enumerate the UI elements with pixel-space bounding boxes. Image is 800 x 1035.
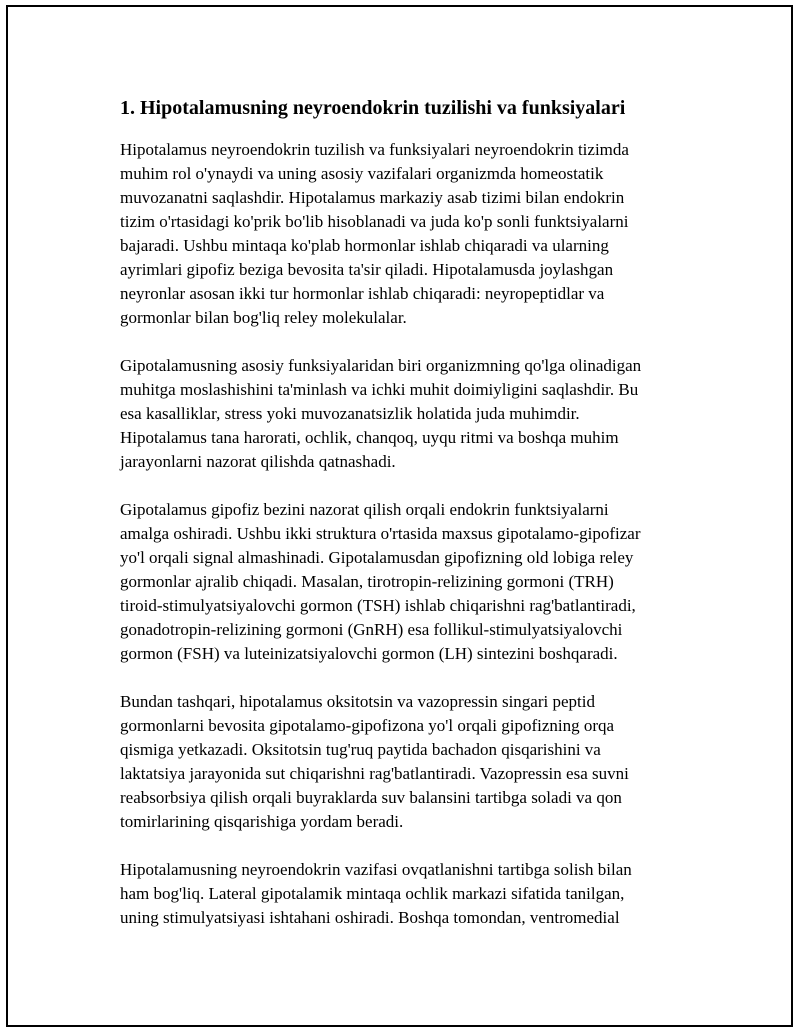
paragraph-line: Hipotalamus tana harorati, ochlik, chanqoq, uyqu ritmi va boshqa muhim	[120, 428, 619, 447]
paragraph-5	[120, 858, 695, 930]
paragraph-1	[120, 138, 695, 330]
section-heading: 1. Hipotalamusning neyroendokrin tuzilishi va funksiyalari	[120, 97, 626, 119]
paragraph-line: gormonlar ajralib chiqadi. Masalan, tirotropin-relizining gormoni (TRH)	[120, 572, 614, 591]
paragraph-line: gormon (FSH) va luteinizatsiyalovchi gormon (LH) sintezini boshqaradi.	[120, 644, 618, 663]
paragraph-line: Gipotalamus gipofiz bezini nazorat qilish orqali endokrin funktsiyalarni	[120, 500, 609, 519]
paragraph-line: esa kasalliklar, stress yoki muvozanatsizlik holatida juda muhimdir.	[120, 404, 580, 423]
paragraph-line: tiroid-stimulyatsiyalovchi gormon (TSH) ishlab chiqarishni rag'batlantiradi,	[120, 596, 636, 615]
paragraph-line: yo'l orqali signal almashinadi. Gipotalamusdan gipofizning old lobiga reley	[120, 548, 634, 567]
paragraph-line: bajaradi. Ushbu mintaqa ko'plab hormonlar ishlab chiqaradi va ularning	[120, 236, 609, 255]
paragraph-line: muhitga moslashishini ta'minlash va ichki muhit doimiyligini saqlashdir. Bu	[120, 380, 639, 399]
document-page	[6, 5, 793, 1027]
paragraph-2	[120, 354, 695, 474]
paragraph-line: reabsorbsiya qilish orqali buyraklarda suv balansini tartibga soladi va qon	[120, 788, 622, 807]
paragraph-line: Hipotalamusning neyroendokrin vazifasi ovqatlanishni tartibga solish bilan	[120, 860, 632, 879]
paragraph-line: amalga oshiradi. Ushbu ikki struktura o'rtasida maxsus gipotalamo-gipofizar	[120, 524, 641, 543]
paragraph-line: neyronlar asosan ikki tur hormonlar ishlab chiqaradi: neyropeptidlar va	[120, 284, 605, 303]
paragraph-line: tizim o'rtasidagi ko'prik bo'lib hisoblanadi va juda ko'p sonli funktsiyalarni	[120, 212, 629, 231]
paragraph-line: Hipotalamus neyroendokrin tuzilish va funksiyalari neyroendokrin tizimda	[120, 140, 629, 159]
paragraph-4	[120, 690, 695, 834]
paragraph-line: qismiga yetkazadi. Oksitotsin tug'ruq paytida bachadon qisqarishini va	[120, 740, 601, 759]
paragraph-line: Gipotalamusning asosiy funksiyalaridan biri organizmning qo'lga olinadigan	[120, 356, 642, 375]
paragraph-line: jarayonlarni nazorat qilishda qatnashadi.	[120, 452, 396, 471]
paragraph-3	[120, 498, 695, 666]
paragraph-line: ham bog'liq. Lateral gipotalamik mintaqa ochlik markazi sifatida tanilgan,	[120, 884, 625, 903]
paragraph-line: gormonlar bilan bog'liq reley molekulalar.	[120, 308, 407, 327]
paragraph-line: gonadotropin-relizining gormoni (GnRH) esa follikul-stimulyatsiyalovchi	[120, 620, 623, 639]
paragraph-line: tomirlarining qisqarishiga yordam beradi.	[120, 812, 404, 831]
paragraph-line: muvozanatni saqlashdir. Hipotalamus markaziy asab tizimi bilan endokrin	[120, 188, 625, 207]
paragraph-line: uning stimulyatsiyasi ishtahani oshiradi. Boshqa tomondan, ventromedial	[120, 908, 620, 927]
paragraph-line: gormonlarni bevosita gipotalamo-gipofizona yo'l orqali gipofizning orqa	[120, 716, 615, 735]
paragraph-line: muhim rol o'ynaydi va uning asosiy vazifalari organizmda homeostatik	[120, 164, 604, 183]
paragraph-line: laktatsiya jarayonida sut chiqarishni rag'batlantiradi. Vazopressin esa suvni	[120, 764, 629, 783]
document-body	[120, 95, 695, 954]
paragraph-line: Bundan tashqari, hipotalamus oksitotsin va vazopressin singari peptid	[120, 692, 595, 711]
paragraph-line: ayrimlari gipofiz beziga bevosita ta'sir qiladi. Hipotalamusda joylashgan	[120, 260, 614, 279]
